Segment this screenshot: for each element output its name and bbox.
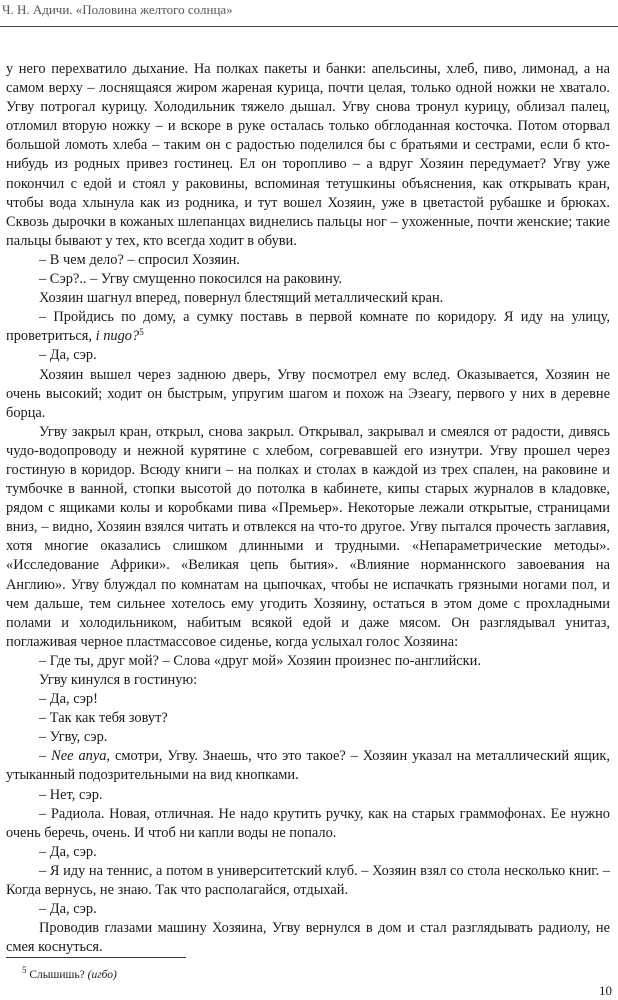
paragraph: Угву кинулся в гостиную: xyxy=(39,672,198,688)
paragraph: у него перехватило дыхание. На полках пакеты и банки: апельсины, хлеб, пиво, лимонад, а на самом верху – лоснящаяся жиром жареная курица, почти целая, только одной ножки не хватало. Угву потрогал курицу. Холодильник тяжело дышал. Угву снова тронул курицу, облизал палец, отломил вторую ножку – и вскоре в руке осталась только обглоданная косточка. Потом оторвал большой ломоть хлеба – таким он с радостью поделился бы с братьями и сестрами, если б кто-нибудь из родных привез гостинец. Ел он торопливо – а вдруг Хозяин передумает? Угву уже покончил с едой и стоял у раковины, вспоминая тетушкины объяснения, как открывать кран, чтобы вода хлынула как из родника, и тут вошел Хозяин, уже в цветастой рубашке и брюках. Сквозь дырочки в кожаных шлепанцах виднелись пальцы ног – ухоженные, почти женские; такие пальцы бывают у тех, кто всегда ходит в обуви. xyxy=(6,61,610,249)
igbo-phrase: i nugo? xyxy=(95,328,140,345)
footnote-language: (игбо) xyxy=(87,969,117,981)
dialogue-line: – Угву, сэр. xyxy=(39,729,108,746)
dialogue-text: смотри, Угву. Знаешь, что это такое? – Хозяин указал на металлический ящик, утыканный подозрительными на вид кнопками. xyxy=(6,748,611,784)
dialogue-line: – Да, сэр. xyxy=(39,347,97,364)
dialogue-line: – Да, сэр. xyxy=(39,901,97,918)
paragraph: Проводив глазами машину Хозяина, Угву вернулся в дом и стал разглядывать радиолу, не смея коснуться. xyxy=(6,920,610,956)
dialogue-line: – Да, сэр! xyxy=(39,691,98,708)
dialogue-line: – Так как тебя зовут? xyxy=(39,710,168,727)
dialogue-line: – В чем дело? – спросил Хозяин. xyxy=(39,251,240,268)
igbo-phrase: Nee anya, xyxy=(51,748,111,765)
page-number: 10 xyxy=(599,983,612,998)
header-divider xyxy=(0,26,618,27)
footnote-text: Слышишь? xyxy=(26,969,88,981)
footnote-reference: 5 xyxy=(139,327,144,338)
paragraph: Хозяин вышел через заднюю дверь, Угву посмотрел ему вслед. Оказывается, Хозяин не очень высокий; ходит он быстрым, упругим шагом и похож на Эзеагу, первого у них в деревне борца. xyxy=(6,366,610,421)
dialogue-line xyxy=(6,308,610,346)
dialogue-line: – Нет, сэр. xyxy=(39,786,103,803)
dialogue-dash: – xyxy=(39,748,52,765)
paragraph: Угву закрыл кран, открыл, снова закрыл. Открывал, закрывал и смеялся от радости, дивясь чудо-водопроводу и нежной курятине с хлебом, согревавшей его изнутри. Угву прошел через гостиную в коридор. Всюду книги – на полках и столах в каждой из трех спален, на раковине и тумбочке в ванной, стопки высотой до потолка в кабинете, кипы старых журналов в кладовке, рядом с ящиками колы и коробками пива «Премьер». Некоторые лежали открытые, страницами вниз, – видно, Хозяин взялся читать и отвлекся на что-то другое. Угву пытался прочесть заглавия, хотя многие оказались слишком длинными и трудными. «Непараметрические методы». «Исследование Африки». «Великая цепь бытия». «Влияние норманнского завоевания на Англию». Угву блуждал по комнатам на цыпочках, чтобы не испачкать грязными ногами пол, и чем дальше, тем сильнее хотелось ему угодить Хозяину, остаться в этом доме с прохладными полами и холодильником, набитым всякой едой и даже мясом. Он разглядывал унитаз, поглаживая черное пластмассовое сиденье, когда услыхал голос Хозяина: xyxy=(6,423,610,650)
footnote-number: 5 xyxy=(22,965,27,975)
running-head: Ч. Н. Адичи. «Половина желтого солнца» xyxy=(2,2,233,17)
footnote xyxy=(22,965,117,981)
dialogue-line: – Радиола. Новая, отличная. Не надо крутить ручку, как на старых граммофонах. Ее нужно очень беречь, очень. И чтоб ни капли воды не попало. xyxy=(6,805,610,841)
main-text xyxy=(6,60,610,957)
paragraph: Хозяин шагнул вперед, повернул блестящий металлический кран. xyxy=(39,290,444,307)
dialogue-line xyxy=(6,747,610,785)
dialogue-line: – Где ты, друг мой? – Слова «друг мой» Хозяин произнес по-английски. xyxy=(39,652,481,669)
dialogue-text: – Пройдись по дому, а сумку поставь в первой комнате по коридору. Я иду на улицу, проветриться, xyxy=(6,309,610,345)
dialogue-line: – Да, сэр. xyxy=(39,843,97,860)
dialogue-line: – Сэр?.. – Угву смущенно покосился на раковину. xyxy=(39,271,343,288)
footnote-divider xyxy=(6,957,186,958)
dialogue-line: – Я иду на теннис, а потом в университетский клуб. – Хозяин взял со стола несколько книг. – Когда вернусь, не знаю. Так что располагайся, отдыхай. xyxy=(6,862,610,899)
